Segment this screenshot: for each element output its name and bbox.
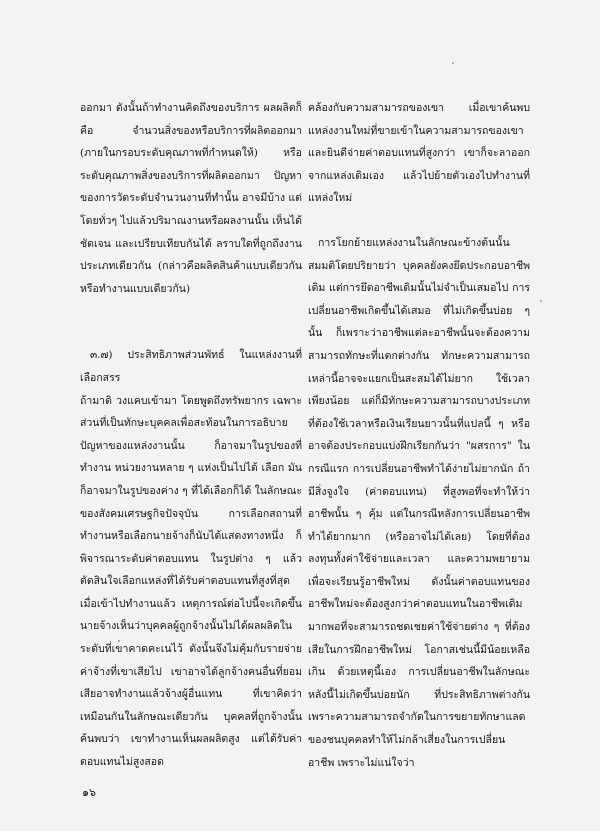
right-paragraph-2: การโยกย้ายแหล่งงานในลักษณะข้างต้นนั้น สมมติโดยปริยายว่า บุคคลยังคงยึดประกอบอาชีพเดิม แต่การยึดอาชีพเดิมนั้นไม่จำเป็นเสมอไป การเปลี่ยนอาชีพเกิดขึ้นได้เสมอ ที่ไม่เกิดขึ้นบ่อย ๆ นั้น ก็เพราะว่าอาชีพแต่ละอาชีพนั้นจะต้องความสามารถทักษะที่แตกต่างกัน ทักษะความสามารถเหล่านี้อาจจะแยกเป็นสะสมได้ไม่ยาก ใช้เวลาเพียงน้อย แต่ก็มีทักษะความสามารถบางประเภท ที่ต้องใช้เวลาหรือเงินเรียนยาวนั้นที่แปลนี้ ๆ หรืออาจต้องประกอบแบ่งฝึกเรียกกันว่า "ผสรการ" ในกรณีแรก การเปลี่ยนอาชีพทำได้ง่ายไม่ยากนัก ถ้ามีสิ่งจูงใจ (ค่าตอบแทน) ที่สูงพอที่จะทำให้ว่าอาชีพนั้น ๆ คุ้ม แต่ในกรณีหลังการเปลี่ยนอาชีพทำได้ยากมาก (หรืออาจไม่ได้เลย) โดยที่ต้องลงทุนทั้งค่าใช้จ่ายและเวลา และความพยายามเพื่อจะเรียนรู้อาชีพใหม่ ดังนั้นค่าตอบแทนของอาชีพใหม่จะต้องสูงกว่าค่าตอบแทนในอาชีพเดิมมากพอที่จะสามารถชดเชยค่าใช้จ่ายต่าง ๆ ที่ต้องเสียในการฝึกอาชีพใหม่ โอกาสเช่นนี้มีน้อยเหลือเกิน ด้วยเหตุนี้เอง การเปลี่ยนอาชีพในลักษณะหลังนี้ไม่เกิดขึ้นบ่อยนัก ที่ประสิทธิภาพต่างกันเพราะความสามารถจำกัดในการขยายทักษาแลดของชนบุคคลทำให้ไม่กล้าเสี่ยงในการเปลี่ยนอาชีพ เพราะไม่แน่ใจว่า (308, 236, 530, 769)
left-paragraph-1: ออกมา ดังนั้นถ้าทำงานคิดถึงของบริการ ผลผลิตก็คือ จำนวนสิ่งของหรือบริการที่ผลิตออกมา (ภายในกรอบระดับคุณภาพที่กำหนดให้) หรือระดับคุณภาพสิ่งของบริการที่ผลิตออกมา ปัญหาของการวัดระดับจำนวนงานที่ทำนั้น อาจมีบ้าง แต่โดยทั่วๆ ไปแล้วปริมาณงานหรือผลงานนั้น เห็นได้ชัดเจน และเปรียบเทียบกันได้ ลราบใดที่ถูกถึงงานประเภทเดียวกัน (กล่าวคือผลิตสินค้าแบบเดียวกัน หรือทำงานแบบเดียวกัน) (80, 102, 302, 295)
scan-speck (118, 640, 120, 642)
paragraph-gap (80, 300, 302, 344)
right-column (308, 97, 530, 774)
left-paragraph-2: ถ้ามาดิ วงแคบเข้ามา โดยพูดถึงทรัพยากร เฉพาะส่วนที่เป็นทักษะบุคคลเพื่อสะท้อนในการอธิบาย ปัญหาของแหล่งงานนั้น ก็อาจมาในรูปของที่ทำงาน หน่วยงานหลาย ๆ แห่งเป็นไปได้ เลือก มันก็อาจมาในรูปของค่าง ๆ ที่ได้เลือกก็ได้ ในลักษณะของสังคมเศรษฐกิจปัจจุบัน การเลือกสถานที่ทำงานหรือเลือกนายจ้างก็นับได้แสดงทางหนึ่ง ก็พิจารณาระดับค่าตอบแทน ในรูปต่าง ๆ แล้วตัดสินใจเลือกแหล่งที่ได้รับค่าตอบแทนที่สูงที่สุด เมื่อเข้าไปทำงานแล้ว เหตุการณ์ต่อไปนี้จะเกิดขึ้น นายจ้างเห็นว่าบุคคลผู้ถูกจ้างนั้นไม่ได้ผลผลิตในระดับที่เขาคาดคะเนไว้ ดังนั้นจึงไม่คุ้มกับรายจ่ายค่าจ้างที่เขาเสียไป เขาอาจได้ลูกจ้างคนอื่นที่ยอมเสียอาจทำงานแล้วจ้างผู้อื่นแทน ที่เขาคิดว่าเหมือนกันในลักษณะเดียวกัน บุคคลที่ถูกจ้างนั้น ค้นพบว่า เขาทำงานเห็นผลผลิตสูง แต่ได้รับค่าตอบแทนไม่สูงสอด (80, 394, 303, 769)
scan-speck (540, 300, 542, 302)
paragraph-gap (308, 210, 530, 232)
section-heading: ๓.๗) ประสิทธิภาพส่วนพัทธ์ ในแหล่งงานที่เลือกสรร (80, 349, 302, 384)
right-paragraph-1: คล้องกับความสามารถของเขา เมื่อเขาค้นพบแหล่งงานใหม่ที่ขายเข้าในความสามารถของเขา และยินดีจ่ายค่าตอบแทนที่สูงกว่า เขาก็จะลาออกจากแหล่งเดิมเอง แล้วไปย้ายตัวเองไปทำงานที่แหล่งใหม่ (308, 102, 530, 205)
left-column (80, 97, 302, 774)
page-number: ๑๖ (82, 786, 96, 799)
scan-speck (452, 62, 454, 64)
